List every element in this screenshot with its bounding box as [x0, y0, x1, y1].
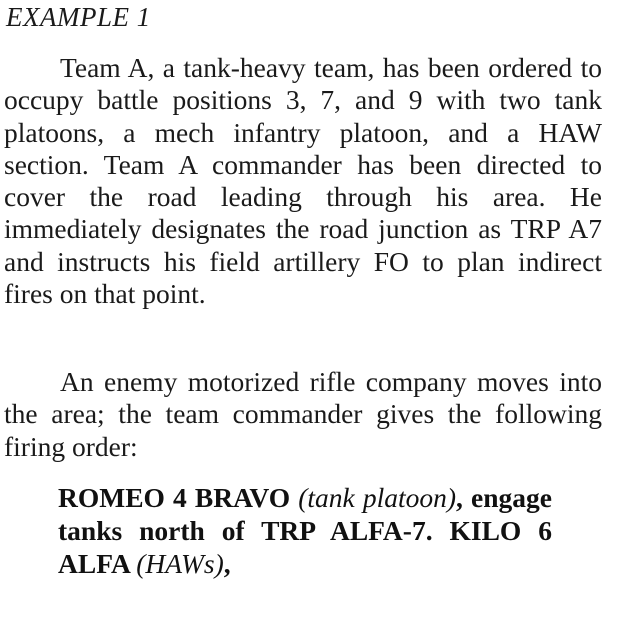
- firing-order-note1: (tank platoon): [298, 482, 457, 513]
- firing-order: [58, 481, 552, 580]
- firing-order-note2: (HAWs): [136, 548, 224, 579]
- paragraph-enemy-text: An enemy motorized rifle company moves into the area; the team commander gives the following firing order:: [4, 366, 602, 462]
- paragraph-scenario-text: Team A, a tank-heavy team, has been ordered to occupy battle positions 3, 7, and 9 with two tank platoons, a mech infantry platoon, and a HAW section. Team A commander has been directed to cover the road leading through his area. He immediately designates the road junction as TRP A7 and instructs his field artillery FO to plan indirect fires on that point.: [4, 52, 602, 310]
- example-heading: EXAMPLE 1: [6, 2, 151, 32]
- firing-order-part1: ROMEO 4 BRAVO: [58, 482, 299, 513]
- firing-order-part3: ,: [223, 548, 231, 579]
- paragraph-scenario: [4, 52, 602, 310]
- firing-order-part2: , engage tanks north of TRP ALFA-7. KILO 6 ALFA: [58, 482, 552, 579]
- paragraph-enemy: [4, 366, 602, 463]
